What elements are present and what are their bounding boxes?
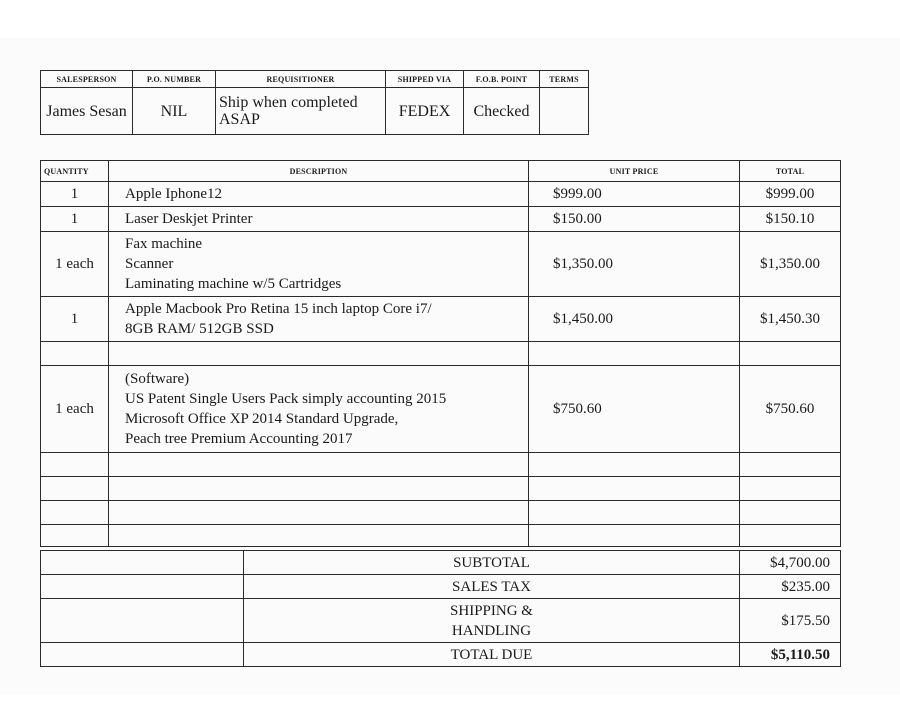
empty-cell: [109, 342, 529, 366]
empty-row: [41, 477, 841, 501]
empty-cell: [740, 453, 841, 477]
sales-tax-label: SALES TAX: [244, 575, 740, 599]
empty-cell: [41, 477, 109, 501]
sales-tax-row: [41, 575, 841, 599]
empty-cell: [529, 525, 740, 547]
row-unit-price: $150.00: [529, 207, 740, 232]
total-due-label: TOTAL DUE: [244, 643, 740, 667]
row-quantity: 1: [41, 297, 109, 342]
order-info-table: [40, 70, 589, 135]
subtotal-value: $4,700.00: [740, 551, 841, 575]
total-due-value: $5,110.50: [740, 643, 841, 667]
row-unit-price: $750.60: [529, 366, 740, 453]
header-total: TOTAL: [740, 161, 841, 182]
table-row: [41, 182, 841, 207]
description-line: Fax machine: [125, 236, 203, 252]
header-shipped-via: SHIPPED VIA: [386, 71, 464, 88]
empty-cell: [41, 501, 109, 525]
header-terms: TERMS: [540, 71, 589, 88]
items-header-row: [41, 161, 841, 182]
description-line: Microsoft Office XP 2014 Standard Upgrade,: [125, 411, 399, 427]
blank-cell: [41, 643, 244, 667]
empty-cell: [740, 501, 841, 525]
fob-point-value: Checked: [464, 88, 540, 135]
shipping-label-line: HANDLING: [451, 622, 532, 639]
row-total: $999.00: [740, 182, 841, 207]
header-unit-price: UNIT PRICE: [529, 161, 740, 182]
empty-cell: [529, 453, 740, 477]
row-description: [109, 232, 529, 297]
description-line: Laser Deskjet Printer: [125, 211, 253, 227]
line-items-table: [40, 160, 841, 547]
subtotal-label: SUBTOTAL: [244, 551, 740, 575]
po-number-value: NIL: [133, 88, 216, 135]
row-total: $1,450.30: [740, 297, 841, 342]
description-line: 8GB RAM/ 512GB SSD: [125, 321, 274, 337]
description-line: Apple Iphone12: [125, 186, 223, 202]
row-total: $1,350.00: [740, 232, 841, 297]
header-requisitioner: REQUISITIONER: [216, 71, 386, 88]
row-quantity: 1 each: [41, 366, 109, 453]
row-quantity: 1 each: [41, 232, 109, 297]
empty-cell: [529, 501, 740, 525]
terms-value: [540, 88, 589, 135]
blank-cell: [41, 551, 244, 575]
requisitioner-value: [216, 88, 386, 135]
empty-row: [41, 342, 841, 366]
row-unit-price: $999.00: [529, 182, 740, 207]
totals-table: [40, 550, 841, 667]
description-line: (Software): [125, 371, 190, 387]
row-quantity: 1: [41, 207, 109, 232]
header-salesperson: SALESPERSON: [41, 71, 133, 88]
description-line: Laminating machine w/5 Cartridges: [125, 276, 342, 292]
empty-cell: [109, 525, 529, 547]
empty-cell: [740, 477, 841, 501]
empty-cell: [41, 453, 109, 477]
row-unit-price: $1,350.00: [529, 232, 740, 297]
empty-cell: [109, 453, 529, 477]
description-line: Apple Macbook Pro Retina 15 inch laptop Core i7/: [125, 301, 432, 317]
page-margin-top: [0, 0, 900, 38]
empty-cell: [740, 525, 841, 547]
row-description: [109, 182, 529, 207]
total-due-row: [41, 643, 841, 667]
shipping-value: $175.50: [740, 599, 841, 643]
row-description: [109, 207, 529, 232]
shipped-via-value: FEDEX: [386, 88, 464, 135]
row-quantity: 1: [41, 182, 109, 207]
page-margin-bottom: [0, 694, 900, 728]
empty-cell: [41, 525, 109, 547]
order-info-header-row: [41, 71, 589, 88]
row-description: [109, 297, 529, 342]
empty-cell: [109, 501, 529, 525]
empty-cell: [740, 342, 841, 366]
description-line: Peach tree Premium Accounting 2017: [125, 431, 353, 447]
salesperson-value: James Sesan: [41, 88, 133, 135]
empty-cell: [529, 477, 740, 501]
row-unit-price: $1,450.00: [529, 297, 740, 342]
empty-cell: [109, 477, 529, 501]
blank-cell: [41, 575, 244, 599]
empty-row: [41, 453, 841, 477]
blank-cell: [41, 599, 244, 643]
requisitioner-line: Ship when completed: [219, 94, 358, 111]
table-row: [41, 297, 841, 342]
requisitioner-line: ASAP: [219, 111, 260, 128]
header-fob-point: F.O.B. POINT: [464, 71, 540, 88]
shipping-label-line: SHIPPING &: [450, 602, 533, 619]
shipping-row: [41, 599, 841, 643]
shipping-label: [244, 599, 740, 643]
table-row: [41, 207, 841, 232]
empty-cell: [529, 342, 740, 366]
row-description: [109, 366, 529, 453]
table-row: [41, 366, 841, 453]
header-po-number: P.O. NUMBER: [133, 71, 216, 88]
empty-cell: [41, 342, 109, 366]
header-description: DESCRIPTION: [109, 161, 529, 182]
description-line: Scanner: [125, 256, 174, 272]
sales-tax-value: $235.00: [740, 575, 841, 599]
table-row: [41, 232, 841, 297]
empty-row: [41, 501, 841, 525]
empty-row: [41, 525, 841, 547]
row-total: $150.10: [740, 207, 841, 232]
subtotal-row: [41, 551, 841, 575]
row-total: $750.60: [740, 366, 841, 453]
description-line: US Patent Single Users Pack simply accounting 2015: [125, 391, 447, 407]
header-quantity: QUANTITY: [41, 161, 109, 182]
order-info-value-row: [41, 88, 589, 135]
